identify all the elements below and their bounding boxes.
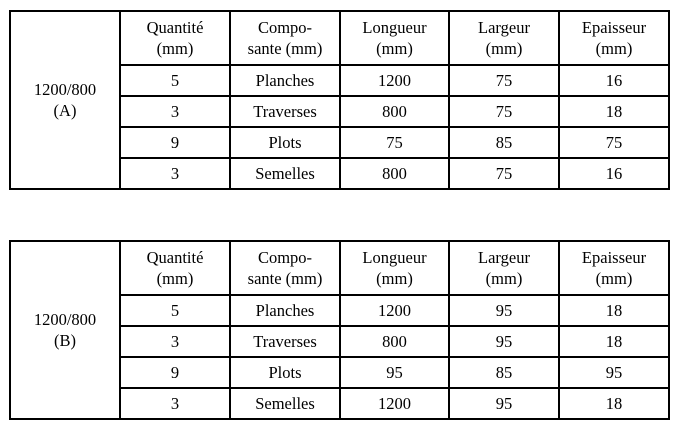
cell-quantite: 5 <box>120 65 230 96</box>
cell-longueur: 1200 <box>340 388 449 419</box>
cell-quantite: 3 <box>120 96 230 127</box>
header-longueur: Longueur (mm) <box>340 11 449 65</box>
cell-quantite: 3 <box>120 158 230 189</box>
cell-largeur: 85 <box>449 357 559 388</box>
pallet-label-a <box>10 11 120 189</box>
pallet-table-b <box>9 240 670 420</box>
header-longueur: Longueur (mm) <box>340 241 449 295</box>
cell-epaisseur: 18 <box>559 326 669 357</box>
cell-epaisseur: 95 <box>559 357 669 388</box>
header-epaisseur: Epaisseur (mm) <box>559 241 669 295</box>
header-composante: Compo- sante (mm) <box>230 241 340 295</box>
header-row <box>10 11 669 65</box>
cell-quantite: 3 <box>120 388 230 419</box>
pallet-size: 1200/800 <box>33 310 97 329</box>
cell-composante: Semelles <box>230 158 340 189</box>
header-quantite: Quantité (mm) <box>120 241 230 295</box>
header-largeur: Largeur (mm) <box>449 11 559 65</box>
cell-quantite: 9 <box>120 127 230 158</box>
pallet-table-a <box>9 10 670 190</box>
cell-quantite: 5 <box>120 295 230 326</box>
cell-epaisseur: 18 <box>559 295 669 326</box>
cell-composante: Traverses <box>230 96 340 127</box>
cell-epaisseur: 75 <box>559 127 669 158</box>
cell-composante: Plots <box>230 357 340 388</box>
cell-composante: Semelles <box>230 388 340 419</box>
cell-quantite: 3 <box>120 326 230 357</box>
header-largeur: Largeur (mm) <box>449 241 559 295</box>
pallet-size: 1200/800 <box>33 80 97 99</box>
cell-longueur: 800 <box>340 158 449 189</box>
cell-epaisseur: 18 <box>559 388 669 419</box>
header-epaisseur: Epaisseur (mm) <box>559 11 669 65</box>
cell-longueur: 1200 <box>340 65 449 96</box>
pallet-variant: (B) <box>54 331 76 350</box>
cell-largeur: 75 <box>449 158 559 189</box>
cell-quantite: 9 <box>120 357 230 388</box>
cell-longueur: 800 <box>340 326 449 357</box>
pallet-variant: (A) <box>53 101 77 120</box>
cell-composante: Plots <box>230 127 340 158</box>
cell-composante: Traverses <box>230 326 340 357</box>
header-row <box>10 241 669 295</box>
cell-largeur: 95 <box>449 326 559 357</box>
cell-largeur: 95 <box>449 295 559 326</box>
pallet-label-b <box>10 241 120 419</box>
cell-epaisseur: 16 <box>559 65 669 96</box>
cell-largeur: 95 <box>449 388 559 419</box>
cell-largeur: 75 <box>449 65 559 96</box>
cell-composante: Planches <box>230 295 340 326</box>
cell-longueur: 75 <box>340 127 449 158</box>
cell-composante: Planches <box>230 65 340 96</box>
cell-longueur: 800 <box>340 96 449 127</box>
cell-epaisseur: 16 <box>559 158 669 189</box>
header-quantite: Quantité (mm) <box>120 11 230 65</box>
header-composante: Compo- sante (mm) <box>230 11 340 65</box>
cell-longueur: 95 <box>340 357 449 388</box>
cell-longueur: 1200 <box>340 295 449 326</box>
cell-epaisseur: 18 <box>559 96 669 127</box>
cell-largeur: 85 <box>449 127 559 158</box>
cell-largeur: 75 <box>449 96 559 127</box>
